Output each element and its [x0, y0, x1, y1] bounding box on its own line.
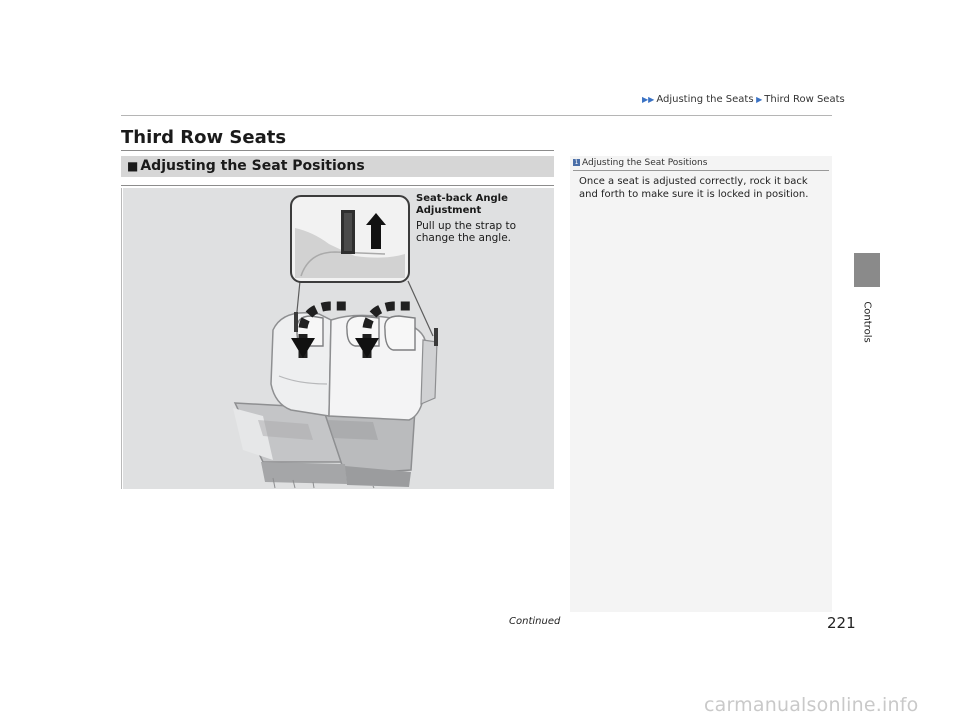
continued-label: Continued: [509, 616, 561, 627]
note-heading-text[interactable]: Adjusting the Seat Positions: [582, 158, 708, 168]
square-bullet-icon: ■: [127, 159, 139, 173]
title-divider: [121, 150, 554, 151]
breadcrumb-item-third-row[interactable]: Third Row Seats: [764, 94, 845, 105]
section-title: [127, 158, 365, 174]
note-body: Once a seat is adjusted correctly, rock it back and forth to make sure it is locked in position.: [579, 176, 809, 200]
header-divider: [121, 115, 832, 116]
note-heading: [573, 158, 707, 168]
callout-text-line-1: Pull up the strap to: [416, 220, 517, 232]
chapter-tab[interactable]: [854, 253, 880, 287]
breadcrumb: [642, 94, 845, 105]
section-divider: [121, 185, 554, 186]
breadcrumb-item-adjusting-seats[interactable]: Adjusting the Seats: [656, 94, 754, 105]
page-number: 221: [827, 614, 856, 632]
breadcrumb-arrow-icon: ▶: [753, 95, 763, 104]
page-title: Third Row Seats: [121, 127, 287, 148]
watermark: carmanualsonline.info: [704, 694, 919, 716]
note-1-icon: 1: [574, 159, 579, 166]
callout-text: [416, 220, 516, 244]
callout-text-line-2: change the angle.: [416, 232, 512, 244]
callout-title-line-1: Seat-back Angle: [416, 193, 508, 204]
illustration-border: [121, 188, 122, 489]
section-title-text: Adjusting the Seat Positions: [140, 158, 365, 174]
chapter-tab-label-text: Controls: [861, 301, 873, 343]
callout-title-line-2: Adjustment: [416, 205, 482, 216]
note-divider: [573, 170, 829, 171]
callout-title: [416, 193, 508, 217]
note-panel: [570, 156, 832, 612]
breadcrumb-arrow-icon: ▶▶: [642, 95, 655, 104]
chapter-tab-label: [852, 294, 882, 350]
